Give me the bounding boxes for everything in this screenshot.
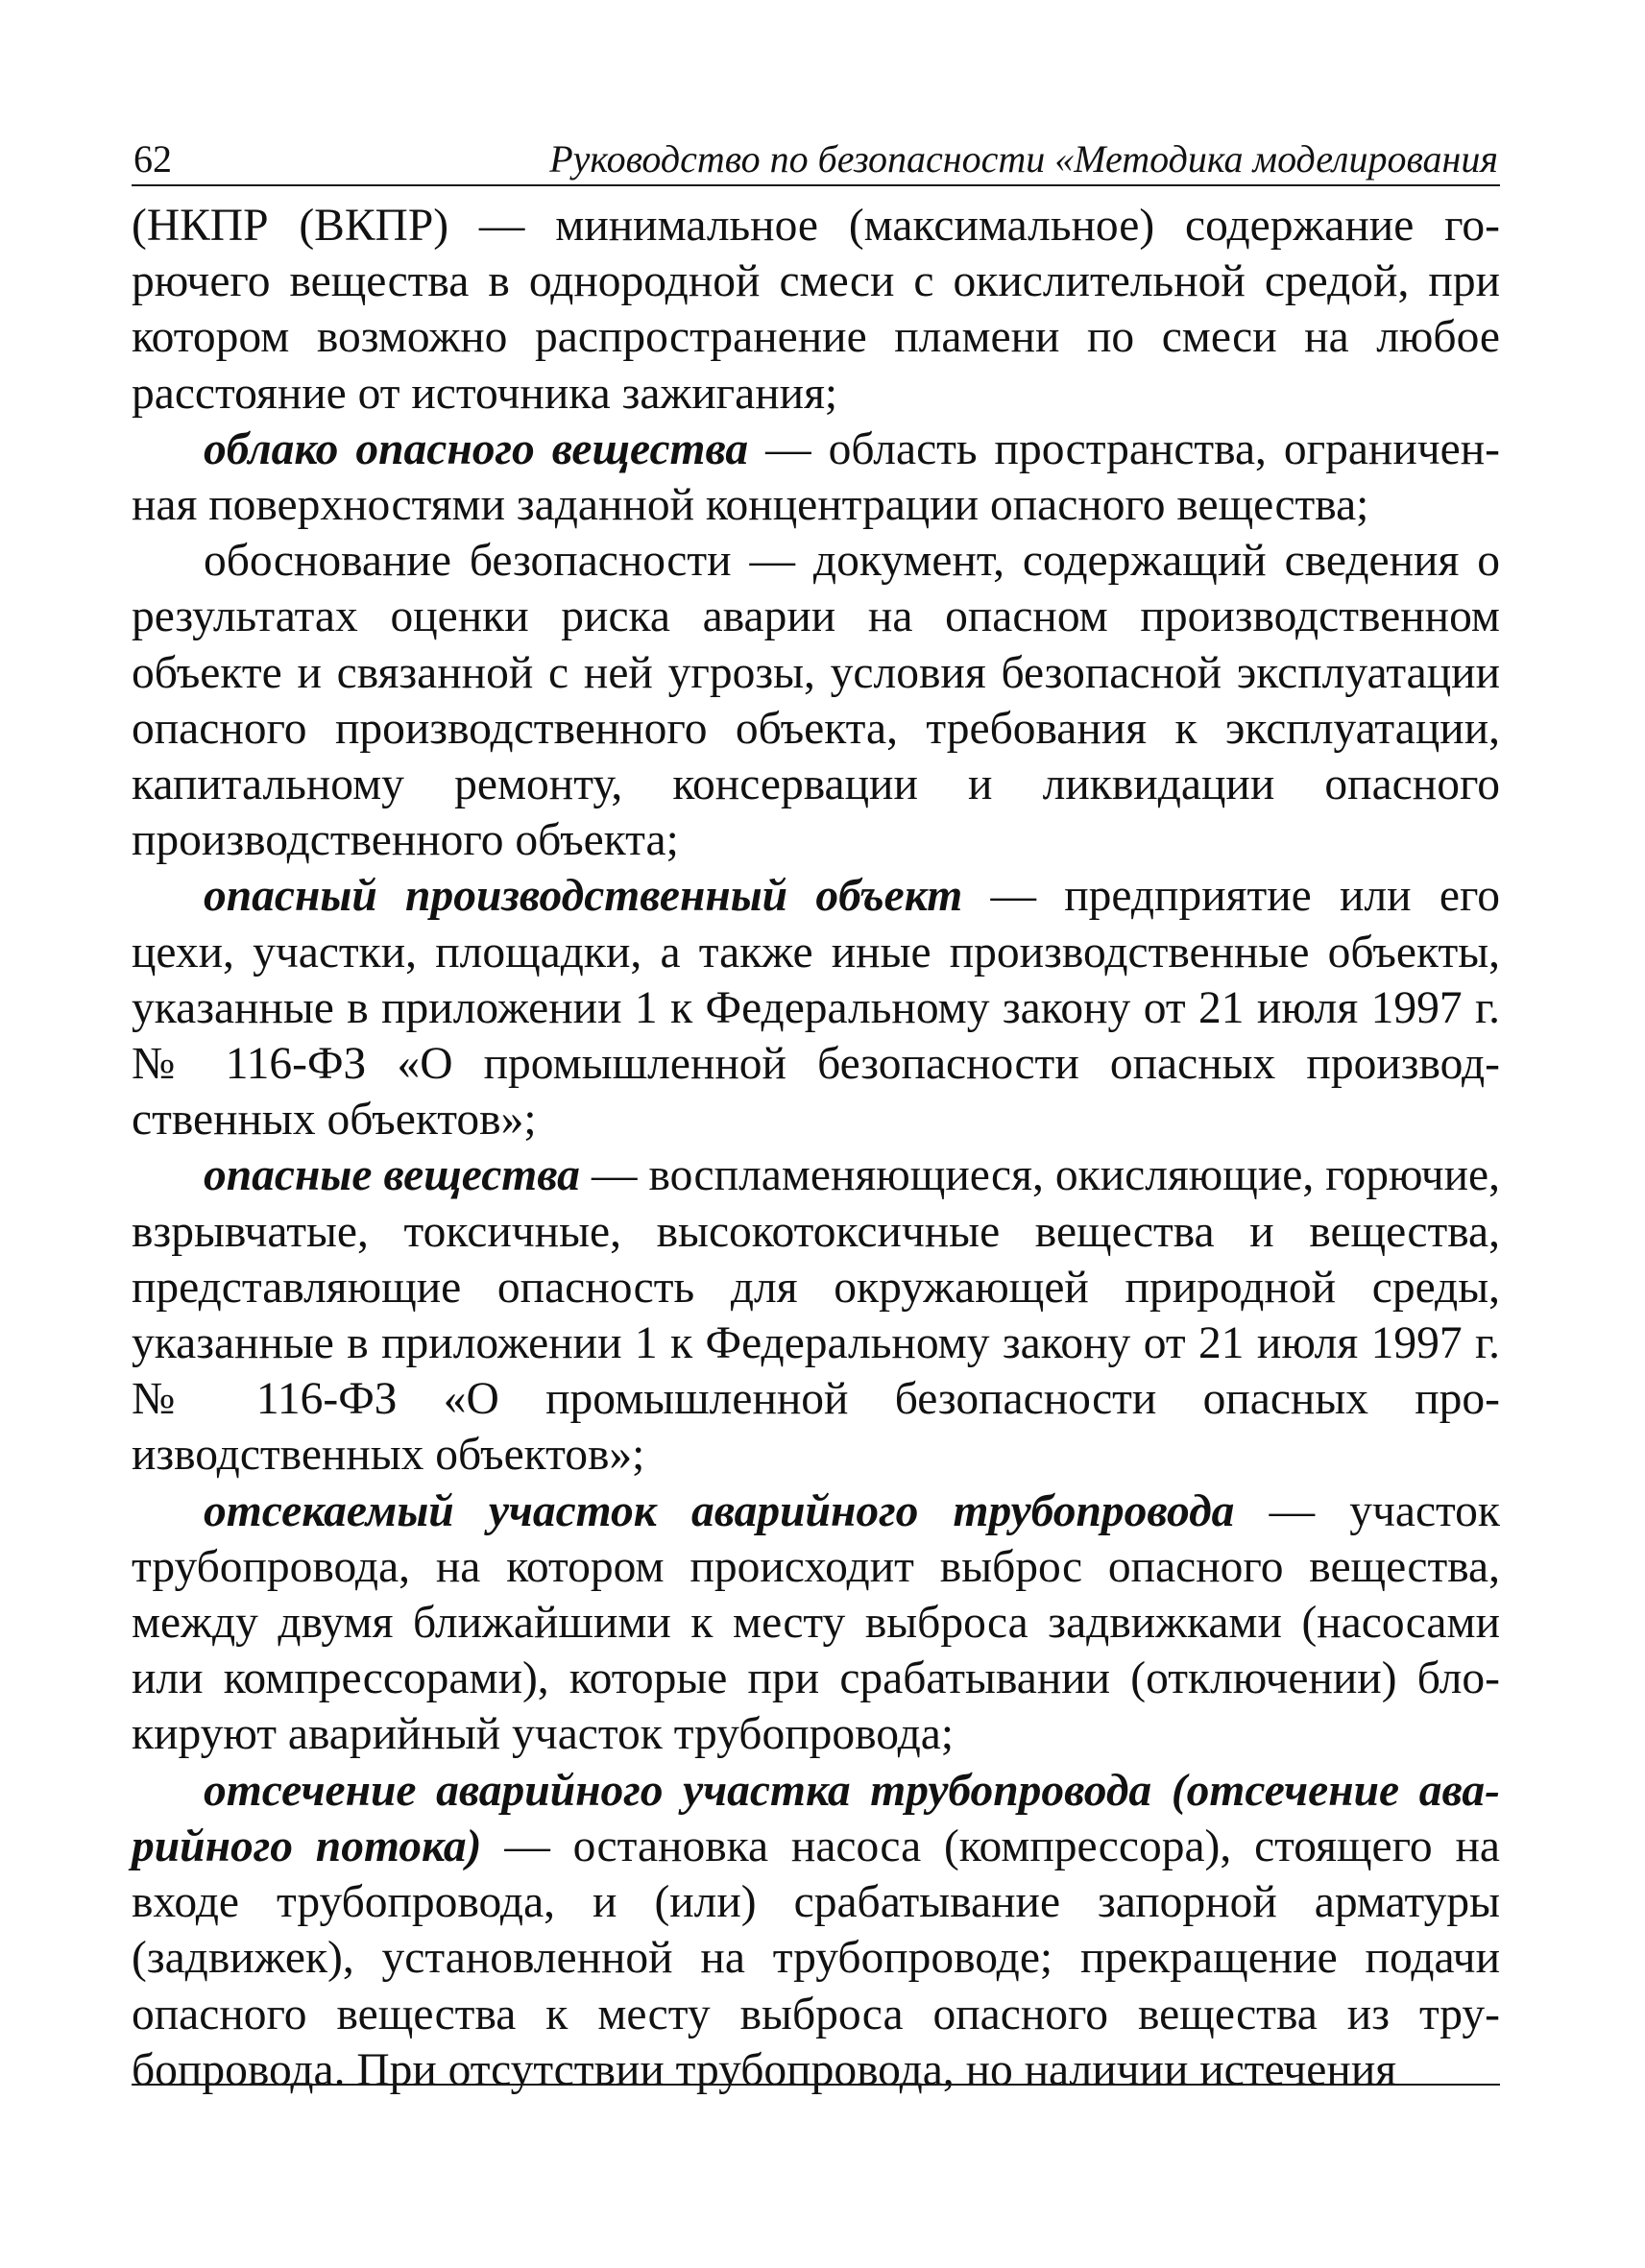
page-number: 62 (133, 137, 172, 181)
term-hazardous-substances: опасные вещества (204, 1150, 580, 1201)
term-hazardous-production-facility: опасный производственный объект (204, 871, 963, 922)
paragraph-text: — воспламеняющиеся, окисляющие, горючие, взрывчатые, токсичные, высокотоксичные вещества и вещества, представляющие опасность для окружающей природной среды, указанные в приложении 1 к Федеральному закону от 21 июля 1997 г. № 116-ФЗ «О промышленной безопасности опасных производственных объектов»; (132, 1150, 1500, 1481)
paragraph-hazardous-substances (132, 1147, 1500, 1483)
paragraph-text: (НКПР (ВКПР) — минимальное (максимальное) содержание горючего вещества в однородной смеси с окислительной средой, при котором возможно распространение пламени по смеси на любое расстояние от источника зажигания; (132, 201, 1500, 419)
paragraph-pipeline-isolation (132, 1763, 1500, 2098)
paragraph-text: — участок трубопровода, на котором происходит выброс опасного вещества, между двумя ближайшими к месту выброса задвижками (насосами или компрессорами), которые при срабатывании (отключении) блокируют аварийный участок трубопровода; (132, 1485, 1500, 1760)
paragraph-text: обоснование безопасности — документ, содержащий сведения о результатах оценки риска аварии на опасном производственном объекте и связанной с ней угрозы, условия безопасной эксплуатации опасного производственного объекта, требования к эксплуатации, капитальному ремонту, консервации и ликвидации опасного производственного объекта; (132, 536, 1500, 866)
paragraph-safety-justification (132, 533, 1500, 868)
paragraph-text: — остановка насоса (компрессора), стоящего на входе трубопровода, и (или) срабатывание запорной арматуры (задвижек), установленной на трубопроводе; прекращение подачи опасного вещества к месту выброса опасного вещества из трубопровода. При отсутствии трубопровода, но наличии истечения (132, 1821, 1500, 2095)
paragraph-text: — предприятие или его цехи, участки, площадки, а также иные производственные объекты, указанные в приложении 1 к Федеральному закону от 21 июля 1997 г. № 116-ФЗ «О промышленной безопасности опасных производственных объектов»; (132, 871, 1500, 1146)
running-title: Руководство по безопасности «Методика моделирования (549, 137, 1498, 181)
term-isolated-pipeline-section: отсекаемый участок аварийного трубопровода (204, 1485, 1235, 1536)
running-header (132, 134, 1500, 186)
paragraph-nkpr-continuation (132, 198, 1500, 422)
body-text (132, 198, 1500, 2098)
paragraph-hazardous-facility (132, 868, 1500, 1147)
paragraph-cloud-definition (132, 422, 1500, 533)
paragraph-isolated-pipeline-section (132, 1484, 1500, 1763)
term-pipeline-section-isolation: отсечение аварийного участка трубопровода (отсечение аварийного потока) (132, 1765, 1500, 1871)
bottom-rule (132, 2084, 1500, 2086)
paragraph-text: — область пространства, ограниченная поверхностями заданной концентрации опасного вещества; (132, 423, 1500, 531)
term-cloud-of-hazardous-substance: облако опасного вещества (204, 423, 749, 474)
